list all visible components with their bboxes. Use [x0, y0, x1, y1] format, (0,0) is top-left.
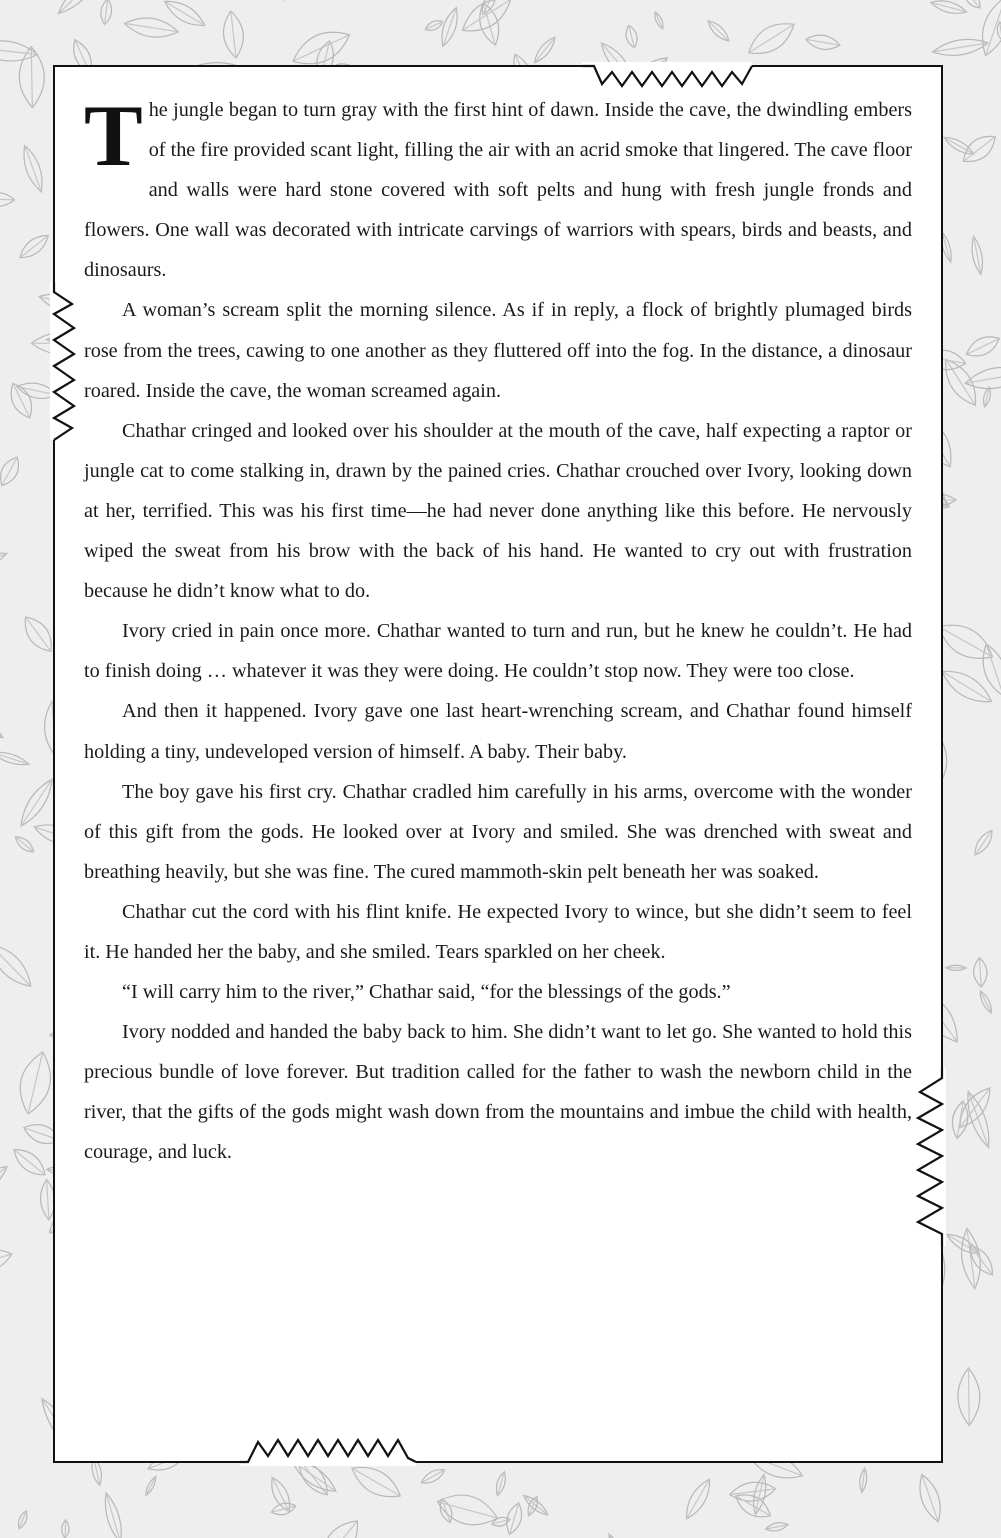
- story-paragraph: Ivory nodded and handed the baby back to him. She didn’t want to let go. She wanted to hold this precious bundle of love forever. But tradition called for the father to wash the newborn child in the river, that the gifts of the gods might wash down from the mountains and imbue the child with health, courage, and luck.: [84, 1021, 912, 1164]
- story-paragraph: Chathar cut the cord with his flint knife. He expected Ivory to wince, but she didn’t seem to feel it. He handed her the baby, and she smiled. Tears sparkled on her cheek.: [84, 900, 912, 963]
- story-paragraph: A woman’s scream split the morning silence. As if in reply, a flock of brightly plumaged birds rose from the trees, cawing to one another as they fluttered off into the fog. In the distance, a dinosaur roared. Inside the cave, the woman screamed again.: [84, 299, 912, 402]
- foliage-leaf-vein: [65, 1520, 66, 1538]
- story-paragraph: “I will carry him to the river,” Chathar said, “for the blessings of the gods.”: [122, 981, 731, 1004]
- story-body: [84, 90, 912, 1173]
- story-paragraph: The boy gave his first cry. Chathar cradled him carefully in his arms, overcome with the wonder of this gift from the gods. He looked over at Ivory and smiled. She was drenched with sweat and breathing heavily, but she was fine. The cured mammoth-skin pelt beneath her was soaked.: [84, 780, 912, 883]
- story-paragraph: Ivory cried in pain once more. Chathar wanted to turn and run, but he knew he couldn’t. He had to finish doing … whatever it was they were doing. He couldn’t stop now. They were too close.: [84, 620, 912, 683]
- paragraph-text: he jungle began to turn gray with the first hint of dawn. Inside the cave, the dwindling embers of the fire provided scant light, filling the air with an acrid smoke that lingered. The cave floor and walls were hard stone covered with soft pelts and hung with fresh jungle fronds and flowers. One wall was decorated with intricate carvings of warriors with spears, birds and beasts, and dinosaurs.: [84, 99, 912, 282]
- drop-cap-letter: T: [84, 88, 143, 185]
- story-paragraph: [84, 90, 912, 290]
- story-paragraph: Chathar cringed and looked over his shoulder at the mouth of the cave, half expecting a raptor or jungle cat to come stalking in, drawn by the pained cries. Chathar crouched over Ivory, looking down at her, terrified. This was his first time—he had never done anything like this before. He nervously wiped the sweat from his brow with the back of his hand. He wanted to cry out with frustration because he didn’t know what to do.: [84, 419, 912, 603]
- story-paragraph: And then it happened. Ivory gave one last heart-wrenching scream, and Chathar found himself holding a tiny, undeveloped version of himself. A baby. Their baby.: [84, 700, 912, 763]
